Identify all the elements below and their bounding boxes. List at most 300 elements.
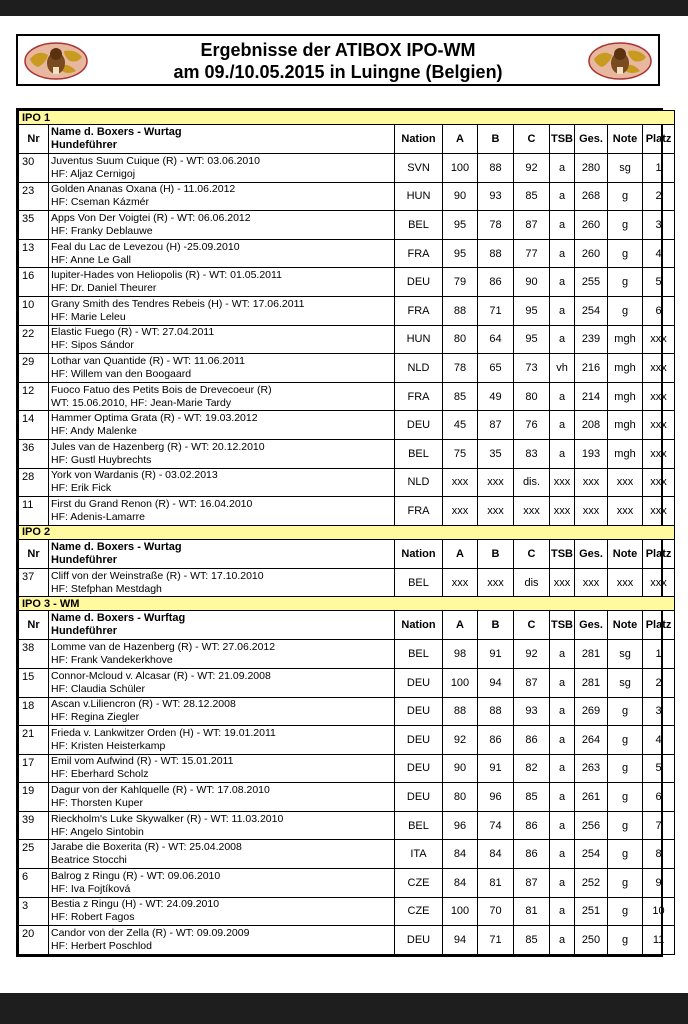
cell-nation: FRA [395, 296, 443, 325]
bottom-black-bar [0, 993, 688, 1024]
cell-b: 49 [478, 382, 514, 411]
column-header-name [49, 125, 395, 154]
cell-c: 87 [514, 211, 550, 240]
table-row [19, 783, 675, 812]
cell-platz: 1 [643, 154, 675, 183]
table-row [19, 382, 675, 411]
title-line-2: am 09./10.05.2015 in Luingne (Belgien) [173, 62, 503, 82]
dog-name: Connor-Mcloud v. Alcasar (R) - WT: 21.09.2008 [51, 669, 271, 682]
handler-name: HF: Stefphan Mestdagh [51, 582, 162, 595]
cell-b: xxx [478, 568, 514, 597]
dog-name: Grany Smith des Tendres Rebeis (H) - WT: 17.06.2011 [51, 297, 305, 310]
cell-nr: 21 [19, 726, 49, 755]
cell-nation: HUN [395, 325, 443, 354]
cell-nation: BEL [395, 439, 443, 468]
cell-note: mgh [608, 439, 643, 468]
cell-a: 80 [443, 325, 478, 354]
cell-tsb: a [550, 726, 575, 755]
cell-tsb: a [550, 239, 575, 268]
table-row [19, 869, 675, 898]
column-header-note: Note [608, 611, 643, 640]
cell-dog-name [49, 697, 395, 726]
cell-tsb: vh [550, 354, 575, 383]
cell-nr: 12 [19, 382, 49, 411]
cell-nation: FRA [395, 497, 443, 526]
section-label: IPO 1 [19, 111, 675, 125]
cell-a: 75 [443, 439, 478, 468]
handler-name: HF: Aljaz Cernigoj [51, 167, 136, 180]
cell-b: 35 [478, 439, 514, 468]
handler-name: HF: Regina Ziegler [51, 711, 140, 724]
cell-dog-name [49, 382, 395, 411]
cell-note: g [608, 268, 643, 297]
column-header-nation: Nation [395, 611, 443, 640]
cell-ges: 250 [575, 926, 608, 955]
cell-platz: 10 [643, 897, 675, 926]
cell-c: dis [514, 568, 550, 597]
cell-b: 74 [478, 811, 514, 840]
atibox-logo-icon [588, 41, 652, 81]
cell-platz: xxx [643, 325, 675, 354]
table-row [19, 840, 675, 869]
cell-tsb: a [550, 211, 575, 240]
column-header-name-line2: Hundeführer [51, 139, 117, 151]
dog-name: Rieckholm's Luke Skywalker (R) - WT: 11.03.2010 [51, 812, 284, 825]
cell-nr: 30 [19, 154, 49, 183]
cell-c: 95 [514, 325, 550, 354]
cell-note: xxx [608, 468, 643, 497]
cell-a: 94 [443, 926, 478, 955]
cell-c: 86 [514, 726, 550, 755]
cell-b: 93 [478, 182, 514, 211]
cell-a: 96 [443, 811, 478, 840]
column-header-ges: Ges. [575, 125, 608, 154]
column-header-name-line1: Name d. Boxers - Wurtag [51, 540, 182, 553]
cell-a: 90 [443, 754, 478, 783]
dog-name: Hammer Optima Grata (R) - WT: 19.03.2012 [51, 412, 258, 425]
cell-dog-name [49, 811, 395, 840]
cell-platz: xxx [643, 497, 675, 526]
table-row [19, 926, 675, 955]
cell-a: 88 [443, 697, 478, 726]
column-header-a: A [443, 125, 478, 154]
cell-platz: 7 [643, 811, 675, 840]
cell-c: 87 [514, 668, 550, 697]
column-header-c: C [514, 611, 550, 640]
cell-a: xxx [443, 497, 478, 526]
cell-tsb: a [550, 640, 575, 669]
column-header-platz: Platz [643, 539, 675, 568]
cell-c: 87 [514, 869, 550, 898]
dog-name: Lomme van de Hazenberg (R) - WT: 27.06.2012 [51, 641, 276, 654]
cell-ges: 214 [575, 382, 608, 411]
cell-note: mgh [608, 411, 643, 440]
cell-note: g [608, 754, 643, 783]
cell-note: g [608, 726, 643, 755]
cell-note: g [608, 926, 643, 955]
column-header-a: A [443, 539, 478, 568]
cell-nation: DEU [395, 697, 443, 726]
table-row [19, 296, 675, 325]
cell-nr: 25 [19, 840, 49, 869]
column-header-name-line2: Hundeführer [51, 553, 117, 566]
cell-a: xxx [443, 568, 478, 597]
cell-ges: 255 [575, 268, 608, 297]
cell-platz: 5 [643, 268, 675, 297]
cell-c: 86 [514, 811, 550, 840]
cell-ges: 281 [575, 640, 608, 669]
cell-a: 95 [443, 239, 478, 268]
cell-platz: 6 [643, 783, 675, 812]
cell-a: 100 [443, 897, 478, 926]
cell-ges: 260 [575, 239, 608, 268]
results-table [18, 110, 675, 955]
cell-c: 92 [514, 154, 550, 183]
table-row [19, 668, 675, 697]
cell-platz: 9 [643, 869, 675, 898]
column-header-nation: Nation [395, 539, 443, 568]
cell-dog-name [49, 726, 395, 755]
cell-ges: 193 [575, 439, 608, 468]
cell-nr: 39 [19, 811, 49, 840]
cell-dog-name [49, 640, 395, 669]
cell-a: 95 [443, 211, 478, 240]
column-header-b: B [478, 611, 514, 640]
cell-tsb: a [550, 926, 575, 955]
cell-c: 85 [514, 182, 550, 211]
cell-nr: 3 [19, 897, 49, 926]
cell-tsb: xxx [550, 568, 575, 597]
cell-c: 73 [514, 354, 550, 383]
handler-name: HF: Erik Fick [51, 482, 112, 495]
table-row [19, 182, 675, 211]
table-row [19, 325, 675, 354]
cell-ges: 256 [575, 811, 608, 840]
cell-nation: BEL [395, 640, 443, 669]
cell-ges: 254 [575, 296, 608, 325]
section-header-row [19, 525, 675, 539]
cell-nation: BEL [395, 211, 443, 240]
cell-b: 87 [478, 411, 514, 440]
column-header-c: C [514, 539, 550, 568]
cell-tsb: a [550, 869, 575, 898]
table-row [19, 697, 675, 726]
column-header-row [19, 539, 675, 568]
cell-b: 70 [478, 897, 514, 926]
table-row [19, 468, 675, 497]
handler-name: HF: Angelo Sintobin [51, 825, 144, 838]
cell-nr: 13 [19, 239, 49, 268]
cell-dog-name [49, 568, 395, 597]
cell-ges: 260 [575, 211, 608, 240]
handler-name: HF: Adenis-Lamarre [51, 510, 145, 523]
cell-note: g [608, 182, 643, 211]
cell-a: 79 [443, 268, 478, 297]
cell-nation: DEU [395, 754, 443, 783]
cell-nr: 37 [19, 568, 49, 597]
cell-b: 86 [478, 268, 514, 297]
cell-dog-name [49, 754, 395, 783]
cell-a: 80 [443, 783, 478, 812]
cell-a: 85 [443, 382, 478, 411]
cell-dog-name [49, 239, 395, 268]
column-header-name-line1: Name d. Boxers - Wurtag [51, 126, 182, 138]
table-row [19, 897, 675, 926]
cell-b: 71 [478, 926, 514, 955]
cell-tsb: a [550, 668, 575, 697]
cell-dog-name [49, 354, 395, 383]
cell-dog-name [49, 411, 395, 440]
cell-nation: DEU [395, 783, 443, 812]
column-header-nr: Nr [19, 539, 49, 568]
cell-nr: 36 [19, 439, 49, 468]
cell-note: sg [608, 154, 643, 183]
cell-a: xxx [443, 468, 478, 497]
cell-tsb: xxx [550, 468, 575, 497]
dog-name: Emil vom Aufwind (R) - WT: 15.01.2011 [51, 755, 234, 768]
cell-nation: FRA [395, 239, 443, 268]
cell-platz: 11 [643, 926, 675, 955]
column-header-tsb: TSB [550, 539, 575, 568]
cell-ges: 251 [575, 897, 608, 926]
cell-ges: 269 [575, 697, 608, 726]
dog-name: Cliff von der Weinstraße (R) - WT: 17.10.2010 [51, 569, 264, 582]
cell-ges: 216 [575, 354, 608, 383]
cell-tsb: a [550, 182, 575, 211]
cell-platz: 8 [643, 840, 675, 869]
cell-dog-name [49, 468, 395, 497]
dog-name: Fuoco Fatuo des Petits Bois de Drevecoeur (R) [51, 383, 272, 396]
cell-nation: CZE [395, 869, 443, 898]
column-header-platz: Platz [643, 611, 675, 640]
cell-note: g [608, 897, 643, 926]
cell-note: mgh [608, 325, 643, 354]
cell-dog-name [49, 325, 395, 354]
cell-nr: 15 [19, 668, 49, 697]
dog-name: Dagur von der Kahlquelle (R) - WT: 17.08.2010 [51, 784, 270, 797]
column-header-row [19, 611, 675, 640]
cell-ges: 254 [575, 840, 608, 869]
column-header-name-line1: Name d. Boxers - Wurftag [51, 612, 186, 625]
cell-a: 78 [443, 354, 478, 383]
table-row [19, 439, 675, 468]
title-box [16, 34, 660, 86]
cell-note: sg [608, 640, 643, 669]
cell-ges: 264 [575, 726, 608, 755]
cell-a: 88 [443, 296, 478, 325]
cell-nation: HUN [395, 182, 443, 211]
cell-dog-name [49, 296, 395, 325]
dog-name: Jarabe die Boxerita (R) - WT: 25.04.2008 [51, 841, 242, 854]
cell-nr: 10 [19, 296, 49, 325]
dog-name: Ascan v.Liliencron (R) - WT: 28.12.2008 [51, 698, 236, 711]
cell-platz: 6 [643, 296, 675, 325]
cell-nr: 29 [19, 354, 49, 383]
section-header-row [19, 111, 675, 125]
handler-name: HF: Robert Fagos [51, 911, 135, 924]
column-header-name [49, 539, 395, 568]
cell-ges: 252 [575, 869, 608, 898]
cell-c: 95 [514, 296, 550, 325]
cell-dog-name [49, 211, 395, 240]
cell-nr: 38 [19, 640, 49, 669]
cell-nr: 28 [19, 468, 49, 497]
cell-platz: xxx [643, 568, 675, 597]
handler-name: HF: Herbert Poschlod [51, 940, 152, 953]
dog-name: Juventus Suum Cuique (R) - WT: 03.06.2010 [51, 154, 260, 167]
cell-tsb: a [550, 697, 575, 726]
cell-dog-name [49, 840, 395, 869]
cell-c: 81 [514, 897, 550, 926]
cell-dog-name [49, 268, 395, 297]
cell-platz: xxx [643, 468, 675, 497]
handler-name: HF: Claudia Schüler [51, 682, 145, 695]
cell-nation: DEU [395, 268, 443, 297]
cell-tsb: a [550, 382, 575, 411]
cell-a: 84 [443, 840, 478, 869]
cell-a: 100 [443, 154, 478, 183]
cell-b: 64 [478, 325, 514, 354]
section-header-row [19, 597, 675, 611]
handler-name: HF: Marie Leleu [51, 310, 126, 323]
dog-name: Lothar van Quantide (R) - WT: 11.06.2011 [51, 354, 245, 367]
cell-platz: xxx [643, 354, 675, 383]
cell-ges: 268 [575, 182, 608, 211]
table-row [19, 640, 675, 669]
handler-name: HF: Sipos Sándor [51, 339, 134, 352]
cell-c: 80 [514, 382, 550, 411]
cell-tsb: xxx [550, 497, 575, 526]
cell-nation: NLD [395, 468, 443, 497]
column-header-ges: Ges. [575, 539, 608, 568]
cell-a: 45 [443, 411, 478, 440]
cell-nation: NLD [395, 354, 443, 383]
cell-note: g [608, 697, 643, 726]
cell-platz: xxx [643, 411, 675, 440]
cell-platz: xxx [643, 382, 675, 411]
cell-note: g [608, 869, 643, 898]
cell-nr: 18 [19, 697, 49, 726]
handler-name: WT: 15.06.2010, HF: Jean-Marie Tardy [51, 396, 232, 409]
cell-ges: 208 [575, 411, 608, 440]
cell-platz: 2 [643, 668, 675, 697]
handler-name: HF: Frank Vandekerkhove [51, 654, 173, 667]
cell-c: 83 [514, 439, 550, 468]
cell-note: xxx [608, 568, 643, 597]
cell-note: g [608, 211, 643, 240]
cell-c: 90 [514, 268, 550, 297]
handler-name: HF: Thorsten Kuper [51, 797, 144, 810]
cell-tsb: a [550, 439, 575, 468]
cell-b: 88 [478, 697, 514, 726]
table-row [19, 568, 675, 597]
cell-b: 91 [478, 754, 514, 783]
cell-dog-name [49, 783, 395, 812]
table-row [19, 726, 675, 755]
cell-ges: xxx [575, 497, 608, 526]
dog-name: Iupiter-Hades von Heliopolis (R) - WT: 01.05.2011 [51, 269, 282, 282]
cell-note: mgh [608, 382, 643, 411]
handler-name: HF: Dr. Daniel Theurer [51, 282, 157, 295]
cell-dog-name [49, 182, 395, 211]
results-table-container [16, 108, 672, 957]
cell-c: 92 [514, 640, 550, 669]
cell-nr: 35 [19, 211, 49, 240]
cell-a: 84 [443, 869, 478, 898]
dog-name: Apps Von Der Voigtei (R) - WT: 06.06.2012 [51, 211, 251, 224]
cell-nation: SVN [395, 154, 443, 183]
cell-b: xxx [478, 497, 514, 526]
column-header-tsb: TSB [550, 611, 575, 640]
table-row [19, 211, 675, 240]
cell-tsb: a [550, 754, 575, 783]
cell-b: 78 [478, 211, 514, 240]
cell-nr: 14 [19, 411, 49, 440]
dog-name: Feal du Lac de Levezou (H) -25.09.2010 [51, 240, 240, 253]
cell-platz: 4 [643, 726, 675, 755]
handler-name: HF: Iva Fojtíková [51, 882, 131, 895]
cell-b: 86 [478, 726, 514, 755]
cell-nr: 22 [19, 325, 49, 354]
handler-name: HF: Kristen Heisterkamp [51, 739, 166, 752]
column-header-nation: Nation [395, 125, 443, 154]
cell-b: xxx [478, 468, 514, 497]
table-row [19, 268, 675, 297]
cell-dog-name [49, 897, 395, 926]
cell-platz: xxx [643, 439, 675, 468]
cell-c: xxx [514, 497, 550, 526]
cell-dog-name [49, 869, 395, 898]
table-row [19, 239, 675, 268]
cell-a: 92 [443, 726, 478, 755]
column-header-a: A [443, 611, 478, 640]
cell-c: 82 [514, 754, 550, 783]
cell-dog-name [49, 154, 395, 183]
cell-c: 85 [514, 926, 550, 955]
title-line-1: Ergebnisse der ATIBOX IPO-WM [200, 40, 476, 60]
cell-c: 85 [514, 783, 550, 812]
cell-ges: 263 [575, 754, 608, 783]
cell-nation: BEL [395, 568, 443, 597]
table-row [19, 497, 675, 526]
cell-dog-name [49, 926, 395, 955]
column-header-nr: Nr [19, 611, 49, 640]
cell-dog-name [49, 497, 395, 526]
cell-tsb: a [550, 897, 575, 926]
dog-name: Jules van de Hazenberg (R) - WT: 20.12.2010 [51, 440, 265, 453]
cell-note: g [608, 239, 643, 268]
column-header-platz: Platz [643, 125, 675, 154]
cell-nr: 19 [19, 783, 49, 812]
cell-c: 93 [514, 697, 550, 726]
cell-a: 90 [443, 182, 478, 211]
cell-nr: 11 [19, 497, 49, 526]
cell-note: sg [608, 668, 643, 697]
cell-ges: 281 [575, 668, 608, 697]
column-header-row [19, 125, 675, 154]
handler-name: Beatrice Stocchi [51, 854, 127, 867]
cell-nation: DEU [395, 726, 443, 755]
section-label: IPO 3 - WM [19, 597, 675, 611]
cell-c: 86 [514, 840, 550, 869]
dog-name: York von Wardanis (R) - 03.02.2013 [51, 469, 218, 482]
cell-c: 77 [514, 239, 550, 268]
cell-platz: 4 [643, 239, 675, 268]
cell-ges: 261 [575, 783, 608, 812]
cell-b: 71 [478, 296, 514, 325]
handler-name: HF: Willem van den Boogaard [51, 367, 192, 380]
cell-b: 88 [478, 239, 514, 268]
